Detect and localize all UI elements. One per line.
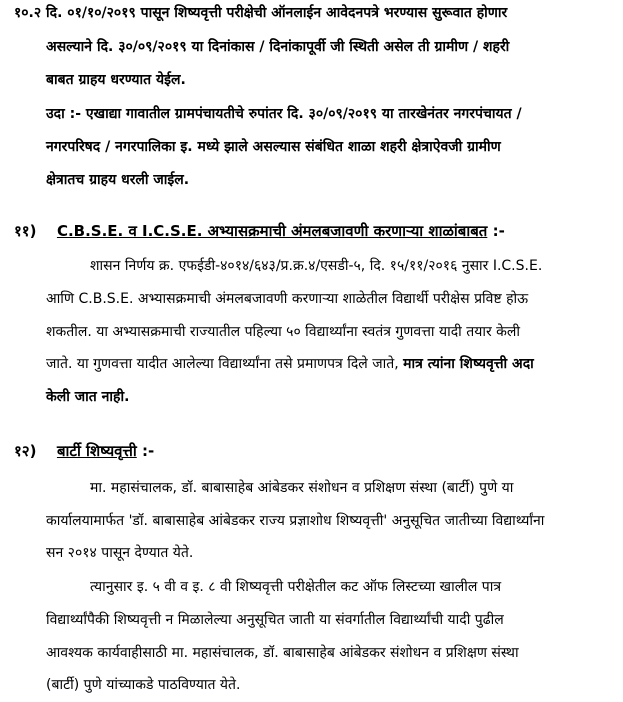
section-12-p1-line-2: कार्यालयामार्फत 'डॉ. बाबासाहेब आंबेडकर राज्य प्रज्ञाशोध शिष्यवृत्ती' अनुसूचित जातीच्या विद्यार्थ्यांना xyxy=(46,513,545,529)
section-11-para-line-2: आणि C.B.S.E. अभ्यासक्रमाची अंमलबजावणी करणाऱ्या शाळेतील विद्यार्थी परीक्षेस प्रविष्ट होऊ xyxy=(46,291,529,307)
section-10-2-example-line-3: क्षेत्रातच ग्राहय धरली जाईल. xyxy=(46,172,190,188)
section-11-para-line-5: केली जात नाही. xyxy=(46,389,130,405)
section-12-heading: बार्टी शिष्यवृत्ती xyxy=(56,442,137,460)
section-11-para-line-3: शकतील. या अभ्यासक्रमाची राज्यातील पहिल्या ५० विद्यार्थ्यांना स्वतंत्र गुणवत्ता यादी तयार केली xyxy=(46,324,520,340)
section-10-2-example-line-1: उदा :- एखाद्या गावातील ग्रामपंचायतीचे रुपांतर दि. ३०/०९/२०१९ या तारखेनंतर नगरपंचायत / xyxy=(46,106,522,122)
section-12-p2-line-1: त्यानुसार इ. ५ वी व इ. ८ वी शिष्यवृत्ती परीक्षेतील कट ऑफ लिस्टच्या खालील पात्र xyxy=(90,579,502,595)
section-10-2-example-line-2: नगरपरिषद / नगरपालिका इ. मध्ये झाले असल्यास संबंधित शाळा शहरी क्षेत्राऐवजी ग्रामीण xyxy=(46,139,501,155)
section-12-p1-line-3: सन २०१४ पासून देण्यात येते. xyxy=(46,545,194,561)
section-11-heading: C.B.S.E. व I.C.S.E. अभ्यासक्रमाची अंमलबजावणी करणाऱ्या शाळांबाबत xyxy=(56,222,488,240)
section-12-heading-suffix: :- xyxy=(142,442,155,460)
section-11-para-line-4-bold: मात्र त्यांना शिष्यवृत्ती अदा xyxy=(403,356,534,372)
section-12-p2-line-4: (बार्टी) पुणे यांच्याकडे पाठविण्यात येते. xyxy=(46,677,241,693)
section-10-2-line-1: १०.२ दि. ०१/१०/२०१९ पासून शिष्यवृत्ती परीक्षेची ऑनलाईन आवेदनपत्रे भरण्यास सुरूवात होणार xyxy=(14,5,508,21)
section-11-para-line-4-normal: जाते. या गुणवत्ता यादीत आलेल्या विद्यार्थ्यांना तसे प्रमाणपत्र दिले जाते, xyxy=(46,356,399,372)
section-12-heading-row xyxy=(14,440,154,462)
section-11-heading-suffix: :- xyxy=(492,222,505,240)
section-11-para-line-4 xyxy=(46,353,606,375)
section-12-p2-line-3: आवश्यक कार्यवाहीसाठी मा. महासंचालक, डॉ. बाबासाहेब आंबेडकर संशोधन व प्रशिक्षण संस्था xyxy=(46,645,519,661)
section-11-para-line-1: शासन निर्णय क्र. एफईडी-४०१४/६४३/प्र.क्र.४/एसडी-५, दि. १५/११/२०१६ नुसार I.C.S.E. xyxy=(90,258,543,274)
section-12-p2-line-2: विद्यार्थ्यांपैकी शिष्यवृत्ती न मिळालेल्या अनुसूचित जाती या संवर्गातील विद्यार्थ्यांची यादी पुढील xyxy=(46,612,504,628)
section-12-number: १२) xyxy=(14,442,37,460)
section-10-2-line-3: बाबत ग्राहय धरण्यात येईल. xyxy=(46,72,186,88)
section-11-number: ११) xyxy=(14,222,37,240)
section-12-p1-line-1: मा. महासंचालक, डॉ. बाबासाहेब आंबेडकर संशोधन व प्रशिक्षण संस्था (बार्टी) पुणे या xyxy=(90,480,514,496)
section-10-2-line-2: असल्याने दि. ३०/०९/२०१९ या दिनांकास / दिनांकापूर्वी जी स्थिती असेल ती ग्रामीण / शहरी xyxy=(46,39,510,55)
section-11-heading-row xyxy=(14,220,505,242)
